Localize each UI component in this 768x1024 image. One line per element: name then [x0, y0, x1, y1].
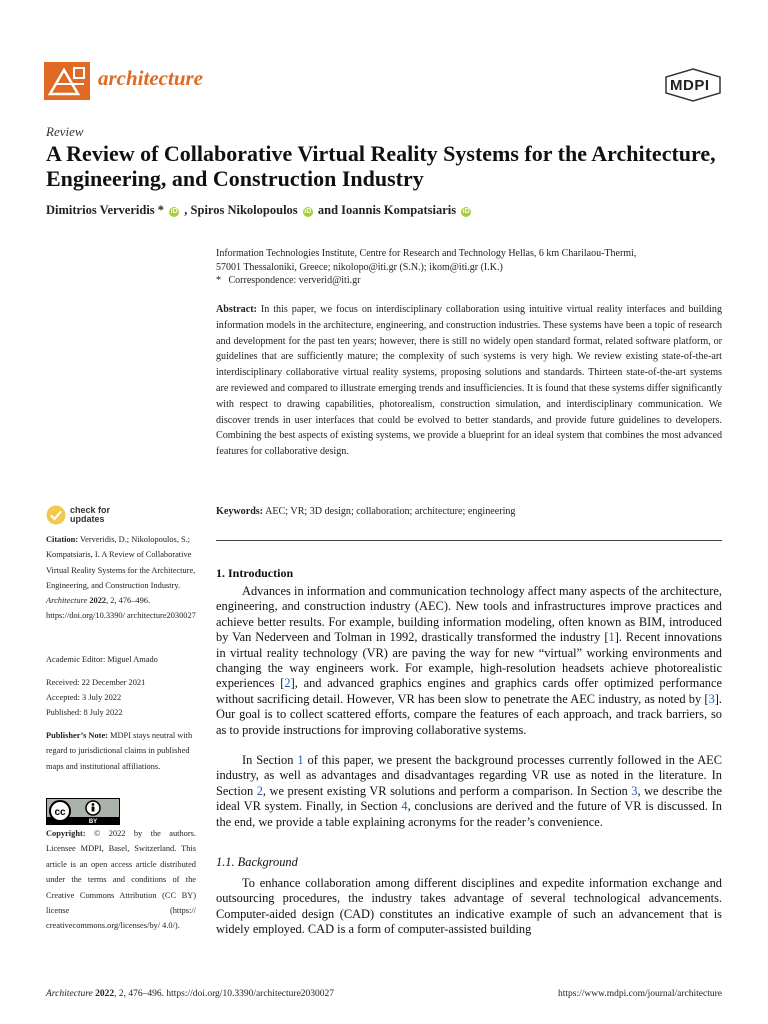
orcid-icon[interactable]: iD [170, 208, 178, 215]
footer-doi[interactable]: , 2, 476–496. https://doi.org/10.3390/architecture2030027 [114, 989, 335, 999]
section-link[interactable]: 3 [631, 783, 638, 798]
divider [216, 540, 722, 541]
abstract-text: In this paper, we focus on interdisciplinary collaboration using intuitive virtual reality interfaces and building information models in the architecture, engineering, and construction industries. These systems have been a topic of research and development for the past ten years; however, there is still no widely open standard format, related software platform, or guidelines that are sufficiently mature; the complexity of such systems is very high. We review existing state-of-the-art interdisciplinary collaborative virtual reality systems, proposing solutions and standards. Thirteen state-of-the-art systems are reviewed and compared to illustrate emerging trends and insufficiencies. It is found that these systems differ significantly with respect to drawing capabilities, photorealism, construction simulation, and interdisciplinary communication. We discover trends in user interfaces that could be evolved to better standards, and provide future guidelines to developers. Combining the best aspects of existing systems, we provide a blueprint for an ideal system that combines the most advanced features for collaborative design. [216, 304, 722, 458]
section-heading: 1. Introduction [216, 566, 294, 580]
citation-label: Citation: [46, 535, 79, 544]
paragraph-text: ], and advanced graphics engines and graphics cards offer optimized performance without sacrificing detail. However, VR has been slow to penetrate the AEC industry, as noted by [ [216, 676, 722, 706]
paragraph [216, 584, 722, 738]
orcid-icon[interactable]: iD [304, 208, 312, 215]
journal-logo-icon [44, 62, 90, 100]
journal-name: architecture [98, 66, 203, 90]
abstract-label: Abstract: [216, 304, 257, 315]
reference-link[interactable]: 2 [284, 676, 291, 691]
paragraph-text: ]. Recent innovations in virtual reality technology (VR) are paving the way for new “virtual” working environments and changing the way engineers work. For example, high-resolution headsets achieve photorealistic experiences [ [216, 630, 722, 691]
paragraph-text: , conclusions are derived and the future of VR is discussed. In the end, we provide a table explaining acronyms for the reader’s convenience. [216, 799, 722, 829]
reference-link[interactable]: 1 [608, 630, 615, 645]
article-type: Review [46, 124, 84, 139]
author-name[interactable]: Dimitrios Ververidis * [46, 203, 165, 217]
check-for-updates-icon[interactable] [46, 505, 66, 525]
check-for-text: check for [70, 505, 111, 515]
author-list [46, 203, 726, 218]
paragraph-text: , we describe the ideal VR system. Finally, in Section [216, 783, 723, 814]
paragraph-text: Advances in information and communication technology affect many aspects of the architecture, engineering, and construction industry (AEC). New tools and infrastructures improve practices and achieve better results. For example, building information modeling, often known as BIM, introduced by Van Nederveen and Tolman in 1992, drastically transformed the industry [ [216, 584, 722, 645]
abstract [216, 302, 722, 460]
received-date: Received: 22 December 2021 [46, 678, 146, 687]
paragraph-text: ]. Our goal is to collect scattered efforts, compare the features of each approach, and track barriers, so as to provide instructions for improving collaborative systems. [216, 691, 722, 737]
keywords [216, 506, 722, 517]
note-text: MDPI stays neutral with regard to jurisdictional claims in published maps and institutional affiliations. [46, 731, 193, 771]
check-for-updates-label[interactable] [70, 506, 110, 524]
academic-editor: Academic Editor: Miguel Amado [46, 655, 158, 664]
paragraph: To enhance collaboration among different disciplines and expedite information exchange and outsourcing procedures, the industry takes advantage of several technological advancements. Computer-aided design (CAD) constitutes an indicative example of such an advancement that is widely employed. CAD is a form of computer-assisted building [216, 876, 722, 937]
copyright-text: © 2022 by the authors. Licensee MDPI, Basel, Switzerland. This article is an open access article distributed under the terms and conditions of the Creative Commons Attribution (CC BY) license (https:// creativecommons.org/licenses/by/ 4.0/). [46, 829, 196, 931]
orcid-icon[interactable]: iD [462, 208, 470, 215]
publisher-logo-text: MDPI [670, 77, 710, 94]
affiliation-block [216, 247, 726, 288]
updates-text: updates [70, 514, 105, 524]
article-title: A Review of Collaborative Virtual Reality Systems for the Architecture, Engineering, and Construction Industry [46, 141, 716, 191]
citation-journal: Architecture [46, 596, 88, 606]
section-link[interactable]: 1 [297, 753, 304, 767]
paragraph-text: of this paper, we present the background processes currently followed in the AEC industry, as well as advantages and disadvantages regarding VR use as noted in the literature. In Section [216, 753, 722, 798]
citation-doi[interactable]: , 2, 476–496. https://doi.org/10.3390/ architecture2030027 [46, 596, 196, 621]
keywords-text: AEC; VR; 3D design; collaboration; architecture; engineering [263, 506, 516, 517]
affiliation-line: Information Technologies Institute, Centre for Research and Technology Hellas, 6 km Charilaou-Thermi, [216, 248, 637, 259]
correspondence-line: * Correspondence: ververid@iti.gr [216, 275, 361, 286]
reference-link[interactable]: 3 [708, 691, 715, 706]
keywords-label: Keywords: [216, 506, 264, 517]
publishers-note [46, 728, 196, 774]
paragraph-text: , we present existing VR solutions and perform a comparison. In Section [262, 783, 632, 798]
citation-year: 2022 [87, 596, 107, 606]
copyright-block [46, 826, 196, 934]
author-name[interactable]: , Spiros Nikolopoulos [184, 203, 298, 217]
accepted-date: Accepted: 3 July 2022 [46, 693, 122, 702]
section-link[interactable]: 2 [256, 783, 263, 798]
cc-by-label: BY [88, 819, 98, 825]
affiliation-line: 57001 Thessaloniki, Greece; nikolopo@iti.gr (S.N.); ikom@iti.gr (I.K.) [216, 261, 503, 273]
footer-journal: Architecture [46, 989, 93, 999]
footer-journal-url[interactable]: https://www.mdpi.com/journal/architecture [557, 989, 722, 999]
paragraph-text: In Section [242, 753, 298, 767]
note-label: Publisher’s Note: [46, 731, 108, 740]
paragraph [216, 753, 722, 830]
copyright-label: Copyright: [46, 829, 86, 838]
subsection-heading: 1.1. Background [216, 855, 298, 869]
author-name[interactable]: and Ioannis Kompatsiaris [317, 203, 457, 217]
published-date: Published: 8 July 2022 [46, 708, 123, 717]
section-link[interactable]: 4 [401, 799, 408, 814]
citation-text: Ververidis, D.; Nikolopoulos, S.; Kompatsiaris, I. A Review of Collaborative Virtual Reality Systems for the Architecture, Engineering, and Construction Industry. [46, 535, 196, 590]
cc-by-license-icon[interactable] [46, 798, 120, 825]
footer-citation [46, 989, 334, 999]
citation-block [46, 532, 196, 624]
svg-text:cc: cc [54, 807, 66, 818]
footer-year: 2022 [92, 989, 115, 999]
